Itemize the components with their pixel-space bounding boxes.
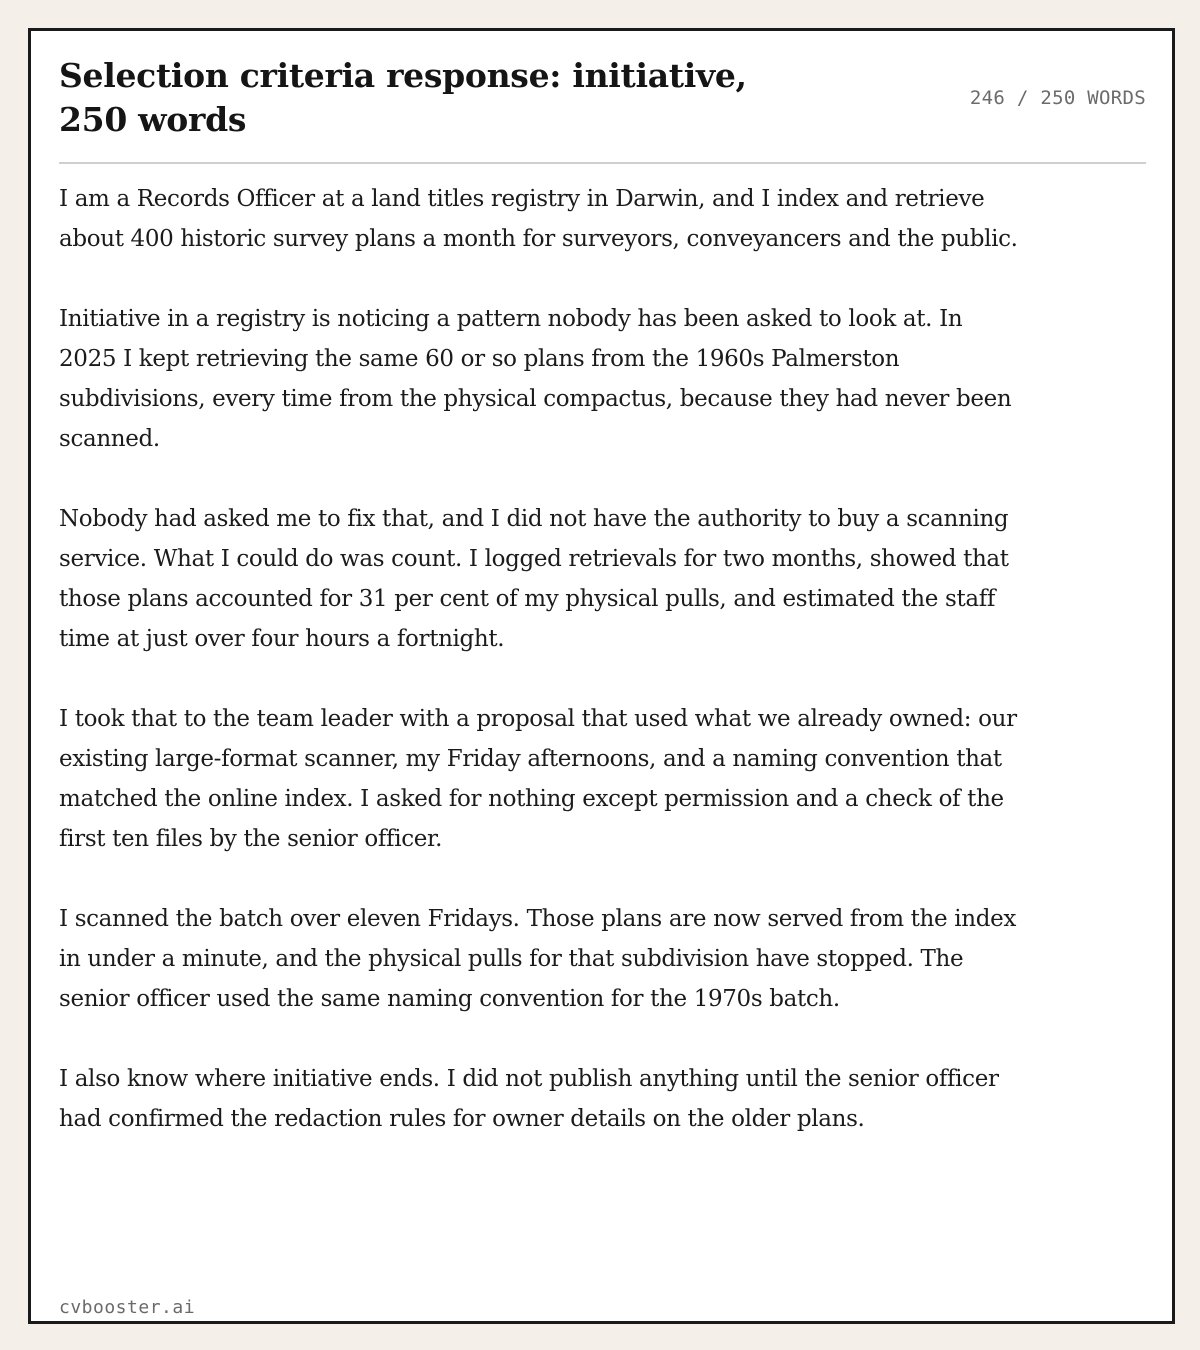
word-count-badge: 246 / 250 WORDS bbox=[969, 87, 1146, 109]
paragraph: I scanned the batch over eleven Fridays. Those plans are now served from the index in under a minute, and the physical pulls for that subdivision have stopped. The senior officer used the same naming convention for the 1970s batch. bbox=[59, 906, 1016, 1012]
paragraph: Initiative in a registry is noticing a pattern nobody has been asked to look at. In 2025 I kept retrieving the same 60 or so plans from the 1960s Palmerston subdivisions, every time from the physical compactus, because they had never been scanned. bbox=[59, 306, 1012, 452]
document-card bbox=[28, 28, 1175, 1324]
document-header bbox=[59, 54, 1146, 164]
document-title: Selection criteria response: initiative, 250 words bbox=[59, 56, 747, 139]
paragraph: I also know where initiative ends. I did not publish anything until the senior officer had confirmed the redaction rules for owner details on the older plans. bbox=[59, 1066, 999, 1132]
response-body bbox=[59, 179, 1019, 1179]
paragraph: I am a Records Officer at a land titles registry in Darwin, and I index and retrieve about 400 historic survey plans a month for surveyors, conveyancers and the public. bbox=[59, 186, 1018, 252]
paragraph: Nobody had asked me to fix that, and I did not have the authority to buy a scanning service. What I could do was count. I logged retrievals for two months, showed that those plans accounted for 31 per cent of my physical pulls, and estimated the staff time at just over four hours a fortnight. bbox=[59, 506, 1009, 652]
footer-brand: cvbooster.ai bbox=[59, 1297, 196, 1318]
paragraph: I took that to the team leader with a proposal that used what we already owned: our existing large-format scanner, my Friday afternoons, and a naming convention that matched the online index. I asked for nothing except permission and a check of the first ten files by the senior officer. bbox=[59, 706, 1017, 852]
